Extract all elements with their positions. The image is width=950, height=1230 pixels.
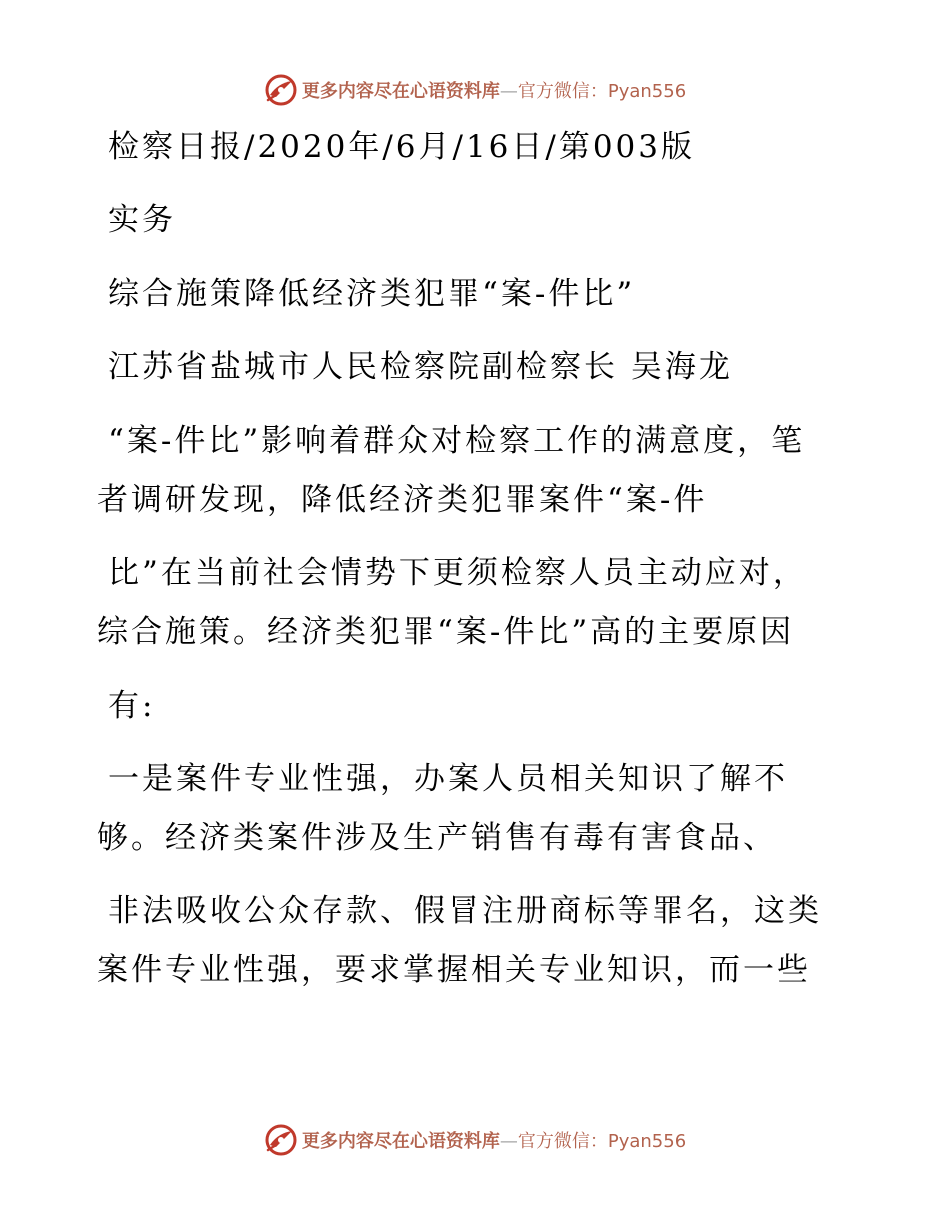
watermark-site: 更多内容尽在心语资料库 [301,1131,500,1152]
body-line: 综合施策。经济类犯罪“案-件比”高的主要原因 [97,614,795,650]
body-line: 者调研发现，降低经济类犯罪案件“案-件 [97,482,708,518]
pen-logo-icon [264,73,298,107]
watermark-wechat: 官方微信：Pyan556 [517,1131,687,1152]
body-line: 够。经济类案件涉及生产销售有毒有害食品、 [97,820,777,856]
body-line: “案-件比”影响着群众对检察工作的满意度，笔 [108,423,806,459]
dateline: 检察日报/2020年/6月/16日/第003版 [108,129,696,165]
pen-logo-icon [264,1123,298,1157]
body-line: 非法吸收公众存款、假冒注册商标等罪名，这类 [108,893,822,929]
watermark-content [264,1123,686,1157]
watermark-banner-top [0,70,950,110]
watermark-dash: — [499,1131,518,1152]
body-line: 比”在当前社会情势下更须检察人员主动应对， [108,555,807,591]
watermark-text [302,77,686,103]
body-line: 案件专业性强，要求掌握相关专业知识，而一些 [97,952,811,988]
article-byline: 江苏省盐城市人民检察院副检察长 吴海龙 [108,349,733,385]
watermark-text [302,1127,686,1153]
watermark-wechat: 官方微信：Pyan556 [517,81,687,102]
watermark-content [264,73,686,107]
watermark-dash: — [499,81,518,102]
article-title: 综合施策降低经济类犯罪“案-件比” [108,276,636,312]
watermark-banner-bottom [0,1120,950,1160]
body-line: 一是案件专业性强，办案人员相关知识了解不 [108,761,788,797]
section-label: 实务 [108,202,176,238]
body-line: 有: [108,688,156,724]
watermark-site: 更多内容尽在心语资料库 [301,81,500,102]
